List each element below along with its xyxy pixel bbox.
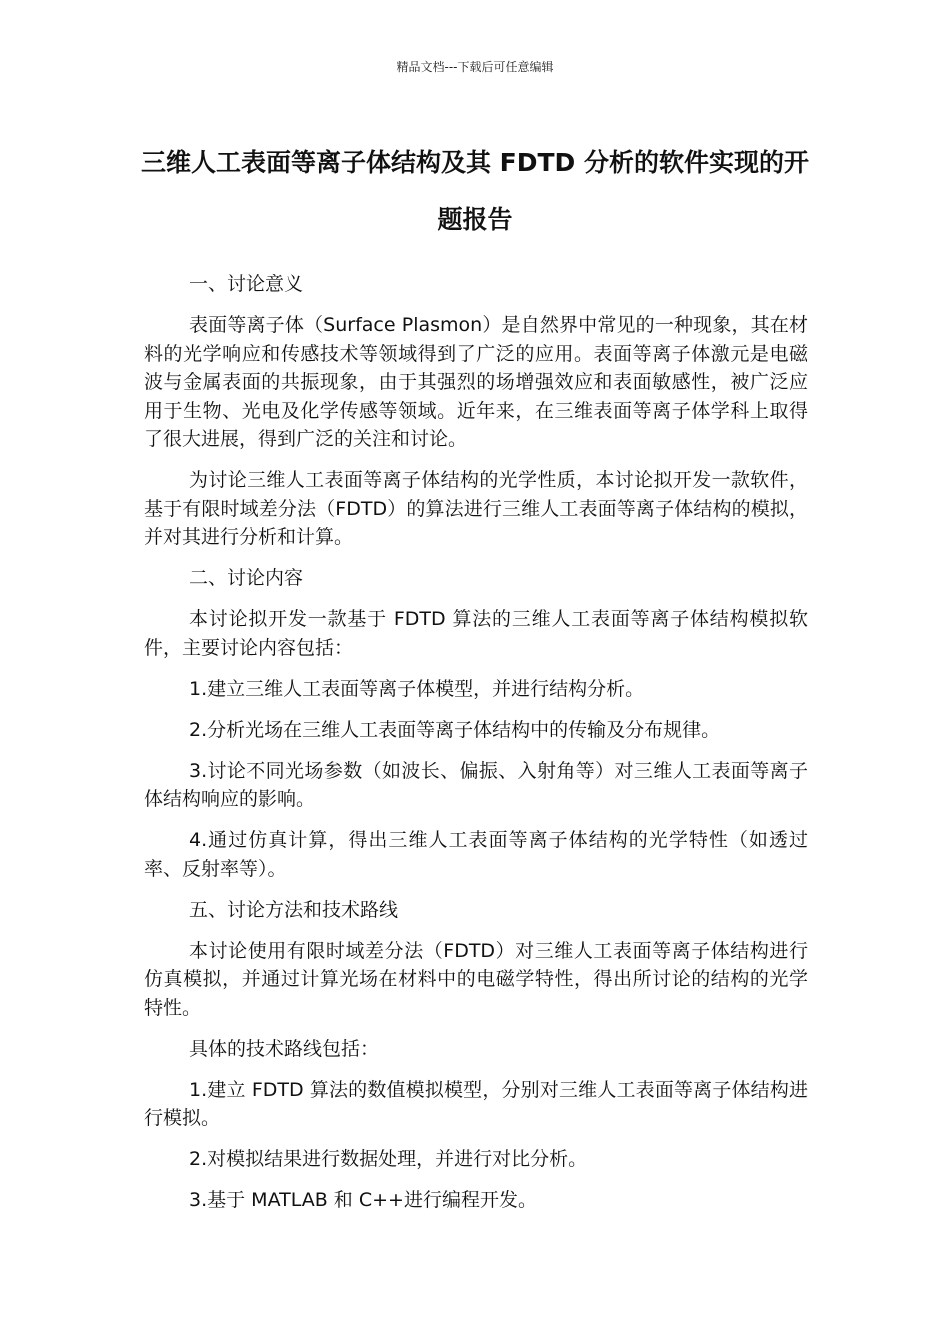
list-item-content-4: 4.通过仿真计算，得出三维人工表面等离子体结构的光学特性（如透过率、反射率等）。 — [144, 829, 808, 880]
section-heading-significance: 一、讨论意义 — [189, 273, 304, 295]
list-item-route-2: 2.对模拟结果进行数据处理，并进行对比分析。 — [189, 1148, 588, 1170]
paragraph-content-intro: 本讨论拟开发一款基于 FDTD 算法的三维人工表面等离子体结构模拟软件，主要讨论内容包括： — [144, 608, 808, 659]
paragraph-route-intro: 具体的技术路线包括： — [189, 1037, 380, 1060]
list-item-route-1: 1.建立 FDTD 算法的数值模拟模型，分别对三维人工表面等离子体结构进行模拟。 — [144, 1078, 808, 1129]
document-body — [144, 270, 808, 1227]
paragraph-methods: 本讨论使用有限时域差分法（FDTD）对三维人工表面等离子体结构进行仿真模拟，并通过计算光场在材料中的电磁学特性，得出所讨论的结构的光学特性。 — [144, 939, 808, 1019]
paragraph-purpose: 为讨论三维人工表面等离子体结构的光学性质，本讨论拟开发一款软件，基于有限时域差分法（FDTD）的算法进行三维人工表面等离子体结构的模拟，并对其进行分析和计算。 — [144, 469, 808, 548]
list-item-content-2: 2.分析光场在三维人工表面等离子体结构中的传输及分布规律。 — [189, 718, 721, 741]
list-item-content-3: 3.讨论不同光场参数（如波长、偏振、入射角等）对三维人工表面等离子体结构响应的影响。 — [144, 759, 808, 810]
list-item-content-1: 1.建立三维人工表面等离子体模型，并进行结构分析。 — [189, 677, 645, 700]
paragraph-intro: 表面等离子体（Surface Plasmon）是自然界中常见的一种现象，其在材料的光学响应和传感技术等领域得到了广泛的应用。表面等离子体激元是电磁波与金属表面的共振现象，由于其强烈的场增强效应和表面敏感性，被广泛应用于生物、光电及化学传感等领域。近年来，在三维表面等离子体学科上取得了很大进展，得到广泛的关注和讨论。 — [144, 314, 808, 450]
header-note: 精品文档---下载后可任意编辑 — [396, 60, 554, 74]
section-heading-methods: 五、讨论方法和技术路线 — [189, 898, 399, 921]
section-heading-content: 二、讨论内容 — [189, 567, 304, 589]
list-item-route-3: 3.基于 MATLAB 和 C++进行编程开发。 — [189, 1189, 537, 1211]
document-title: 三维人工表面等离子体结构及其 FDTD 分析的软件实现的开题报告 — [140, 148, 810, 234]
